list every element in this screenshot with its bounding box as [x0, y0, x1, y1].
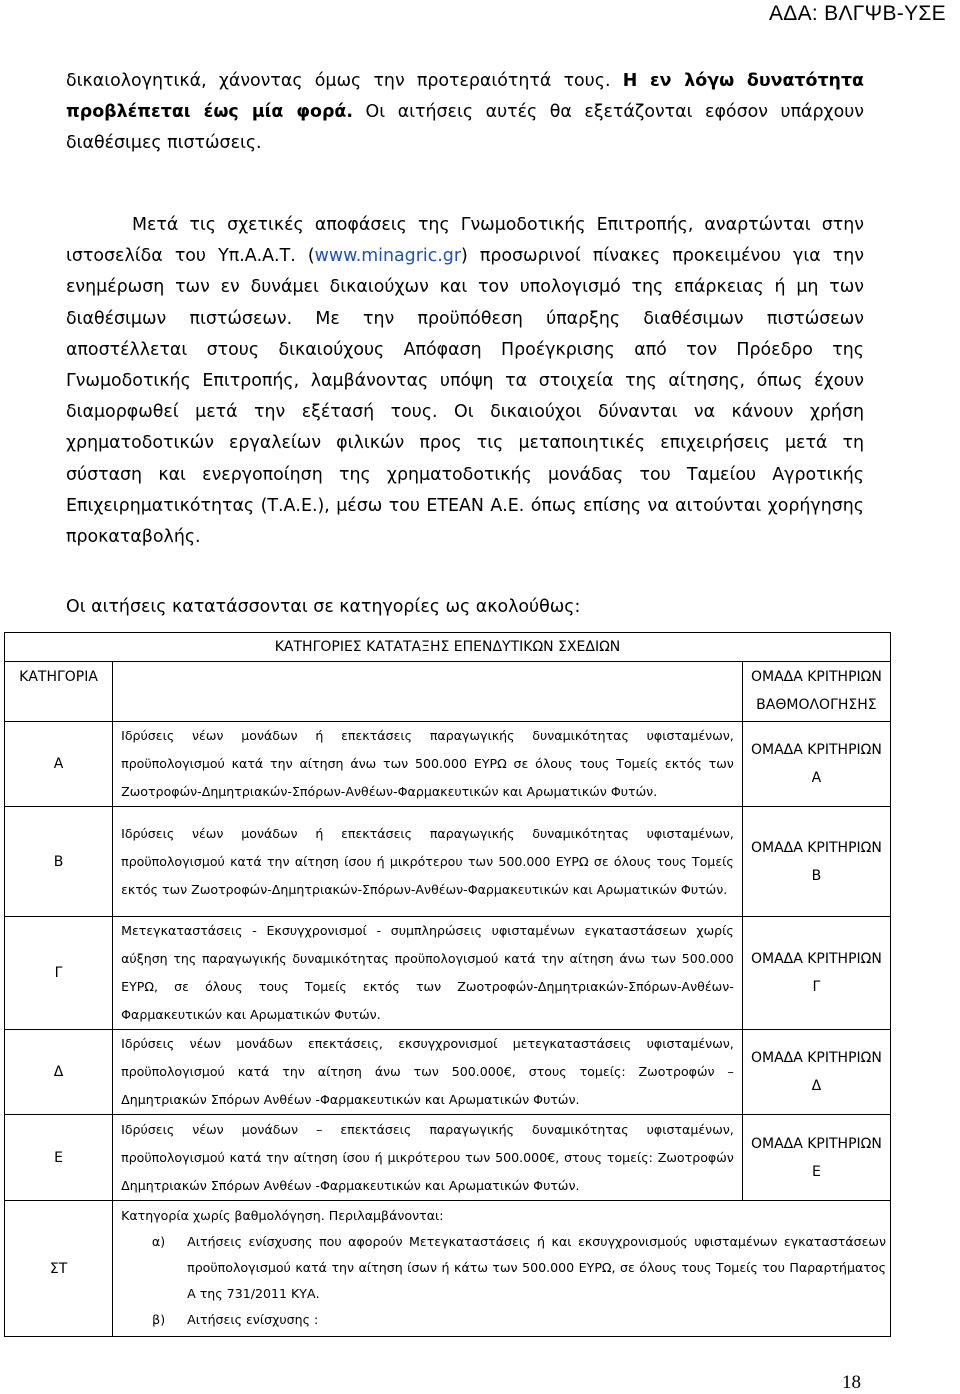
criteria-group: [742, 1030, 890, 1115]
st-heading: Κατηγορία χωρίς βαθμολόγηση. Περιλαμβάνονται:: [121, 1208, 444, 1223]
p1-text-2: Οι αιτήσεις αυτές θα εξετάζονται εφόσον υπάρχουν διαθέσιμες πιστώσεις.: [66, 102, 865, 154]
criteria-group-label: ΟΜΑΔΑ ΚΡΙΤΗΡΙΩΝ: [750, 1050, 882, 1066]
criteria-group-letter: Β: [811, 867, 822, 884]
paragraph-announcements: [66, 210, 864, 553]
column-header-criteria-line1: ΟΜΑΔΑ ΚΡΙΤΗΡΙΩΝ: [750, 669, 882, 685]
column-header-criteria-group: [742, 662, 890, 722]
p2-text-1: Μετά τις σχετικές αποφάσεις της Γνωμοδοτικής Επιτροπής, αναρτώνται στην ιστοσελίδα του Υπ.Α.Α.Τ. (: [66, 215, 864, 267]
category-description: Ιδρύσεις νέων μονάδων ή επεκτάσεις παραγωγικής δυναμικότητας υφισταμένων, προϋπολογισμού κατά την αίτηση ίσου ή μικρότερου των 500.000 ΕΥΡΩ σε όλους τους Τομείς εκτός των Ζωοτροφών-Δημητριακών-Σπόρων-Ανθέων-Φαρμακευτικών και Αρωματικών Φυτών.: [113, 807, 743, 917]
criteria-group-letter: Γ: [812, 979, 821, 995]
st-item-marker: α): [151, 1234, 166, 1249]
st-item-marker: β): [152, 1312, 166, 1327]
column-header-empty: [113, 662, 743, 722]
st-item-a: [113, 1229, 890, 1307]
table-row: [5, 1115, 891, 1201]
column-header-category: ΚΑΤΗΓΟΡΙΑ: [5, 662, 113, 722]
category-description: Μετεγκαταστάσεις - Εκσυγχρονισμοί - συμπληρώσεις υφισταμένων εγκαταστάσεων χωρίς αύξηση της παραγωγικής δυναμικότητας προϋπολογισμού κατά την αίτηση άνω των 500.000 ΕΥΡΩ, σε όλους τους Τομείς εκτός των Ζωοτροφών-Δημητριακών-Σπόρων-Ανθέων-Φαρμακευτικών και Αρωματικών Φυτών.: [113, 917, 743, 1030]
criteria-group-label: ΟΜΑΔΑ ΚΡΙΤΗΡΙΩΝ: [750, 839, 882, 856]
table-row: [5, 1201, 891, 1337]
column-header-criteria-line2: ΒΑΘΜΟΛΟΓΗΣΗΣ: [756, 697, 877, 713]
paragraph-resubmission: [66, 66, 864, 160]
category-letter: Γ: [5, 917, 113, 1030]
st-item-b: [113, 1307, 890, 1333]
p1-text-1: δικαιολογητικά, χάνοντας όμως την προτεραιότητά τους.: [66, 71, 623, 91]
criteria-group-label: ΟΜΑΔΑ ΚΡΙΤΗΡΙΩΝ: [750, 951, 882, 967]
page-number: 18: [842, 1372, 861, 1393]
table-row: [5, 807, 891, 917]
category-letter: ΣΤ: [5, 1201, 113, 1337]
criteria-group-label: ΟΜΑΔΑ ΚΡΙΤΗΡΙΩΝ: [750, 742, 882, 758]
st-item-text: Αιτήσεις ενίσχυσης που αφορούν Μετεγκαταστάσεις ή και εκσυγχρονισμούς υφισταμένων εγκαταστάσεων προϋπολογισμού κατά την αίτηση ίσων ή κάτω των 500.000 ΕΥΡΩ, σε όλους τους Τομείς του Παραρτήματος Α της 731/2011 ΚΥΑ.: [187, 1234, 886, 1301]
table-row: [5, 1030, 891, 1115]
category-letter: Δ: [5, 1030, 113, 1115]
category-letter: Β: [5, 807, 113, 917]
category-description: Ιδρύσεις νέων μονάδων επεκτάσεις, εκσυγχρονισμοί μετεγκαταστάσεις υφισταμένων, προϋπολογισμού κατά την αίτηση άνω των 500.000€, στους τομείς: Ζωοτροφών – Δημητριακών Σπόρων Ανθέων -Φαρμακευτικών και Αρωματικών Φυτών.: [113, 1030, 743, 1115]
category-description: Ιδρύσεις νέων μονάδων ή επεκτάσεις παραγωγικής δυναμικότητας υφισταμένων, προϋπολογισμού κατά την αίτηση άνω των 500.000 ΕΥΡΩ σε όλους τους Τομείς εκτός των Ζωοτροφών-Δημητριακών-Σπόρων-Ανθέων-Φαρμακευτικών και Αρωματικών Φυτών.: [113, 722, 743, 807]
category-st-description: [113, 1201, 891, 1337]
criteria-group-letter: Δ: [811, 1078, 822, 1094]
categories-table: [4, 632, 891, 1337]
st-item-text: Αιτήσεις ενίσχυσης :: [187, 1312, 319, 1327]
category-description: Ιδρύσεις νέων μονάδων – επεκτάσεις παραγωγικής δυναμικότητας υφισταμένων, προϋπολογισμού κατά την αίτηση ίσου ή μικρότερου των 500.000€, στους τομείς: Ζωοτροφών Δημητριακών Σπόρων Ανθέων -Φαρμακευτικών και Αρωματικών Φυτών.: [113, 1115, 743, 1201]
p1-bold-text: Η εν λόγω δυνατότητα προβλέπεται έως μία φορά.: [66, 71, 864, 123]
table-title: ΚΑΤΗΓΟΡΙΕΣ ΚΑΤΑΤΑΞΗΣ ΕΠΕΝΔΥΤΙΚΩΝ ΣΧΕΔΙΩΝ: [5, 633, 891, 662]
category-letter: Ε: [5, 1115, 113, 1201]
criteria-group-label: ΟΜΑΔΑ ΚΡΙΤΗΡΙΩΝ: [750, 1135, 882, 1152]
p2-text-2: ) προσωρινοί πίνακες προκειμένου για την ενημέρωση των εν δυνάμει δικαιούχων και τον υπολογισμό της επάρκειας ή μη των διαθέσιμων πιστώσεων. Με την προϋπόθεση ύπαρξης διαθέσιμων πιστώσεων αποστέλλεται στους δικαιούχους Απόφαση Προέγκρισης από τον Πρόεδρο της Γνωμοδοτικής Επιτροπής, λαμβάνοντας υπόψη τα στοιχεία της αίτησης, όπως έχουν διαμορφωθεί μετά την εξέτασή τους. Οι δικαιούχοι δύνανται να κάνουν χρήση χρηματοδοτικών εργαλείων φιλικών προς τις μεταποιητικές επιχειρήσεις μετά τη σύσταση και ενεργοποίηση της χρηματοδοτικής μονάδας του Ταμείου Αγροτικής Επιχειρηματικότητας (Τ.Α.Ε.), μέσω του ΕΤΕΑΝ Α.Ε. όπως επίσης να αιτούνται χορήγησης προκαταβολής.: [66, 246, 864, 548]
ministry-website-link[interactable]: www.minagric.gr: [314, 246, 461, 267]
criteria-group: [742, 1115, 890, 1201]
table-row: [5, 917, 891, 1030]
table-row: [5, 722, 891, 807]
criteria-group-letter: Α: [811, 770, 822, 786]
criteria-group: [742, 722, 890, 807]
ada-code: ΑΔΑ: ΒΛΓΨΒ-ΥΣΕ: [768, 2, 946, 25]
category-letter: Α: [5, 722, 113, 807]
criteria-group: [742, 917, 890, 1030]
criteria-group-letter: Ε: [811, 1163, 821, 1180]
criteria-group: [742, 807, 890, 917]
paragraph-categories-intro: Οι αιτήσεις κατατάσσονται σε κατηγορίες ως ακολούθως:: [66, 597, 581, 617]
